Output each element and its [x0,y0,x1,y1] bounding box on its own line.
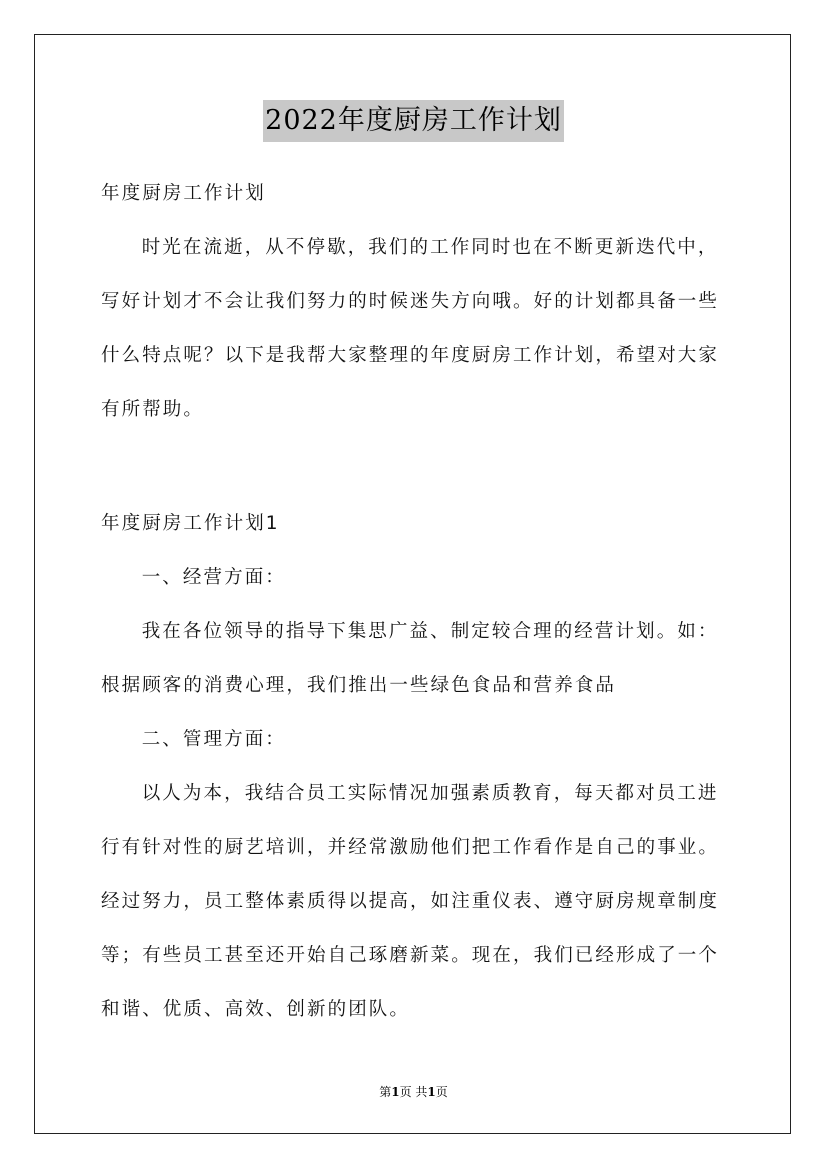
footer-suffix: 页 [435,1085,448,1099]
subheading-management: 二、管理方面： [141,729,286,750]
footer-page-number: 1 [391,1085,400,1099]
subheading-business: 一、经营方面： [141,567,286,588]
paragraph-management: 以人为本，我结合员工实际情况加强素质教育，每天都对员工进行有针对性的厨艺培训，并经常激励他们把工作看作是自己的事业。经过努力，员工整体素质得以提高，如注重仪表、遵守厨房规章制度等；有些员工甚至还开始自己琢磨新菜。现在，我们已经形成了一个和谐、优质、高效、创新的团队。 [101,783,720,1020]
page-footer [0,1083,827,1100]
document-body [101,178,727,1037]
title-wrap [0,100,827,142]
intro-paragraph: 时光在流逝，从不停歇，我们的工作同时也在不断更新迭代中，写好计划才不会让我们努力的时候迷失方向哦。好的计划都具备一些什么特点呢？以下是我帮大家整理的年度厨房工作计划，希望对大家有所帮助。 [101,237,720,420]
footer-mid: 页 共 [399,1085,428,1099]
footer-prefix: 第 [379,1085,392,1099]
document-title: 2022年度厨房工作计划 [263,100,564,142]
intro-heading: 年度厨房工作计划 [101,183,266,204]
section-heading: 年度厨房工作计划1 [101,513,280,534]
footer-page-total: 1 [427,1085,436,1099]
paragraph-business: 我在各位领导的指导下集思广益、制定较合理的经营计划。如：根据顾客的消费心理，我们推出一些绿色食品和营养食品 [101,621,719,696]
